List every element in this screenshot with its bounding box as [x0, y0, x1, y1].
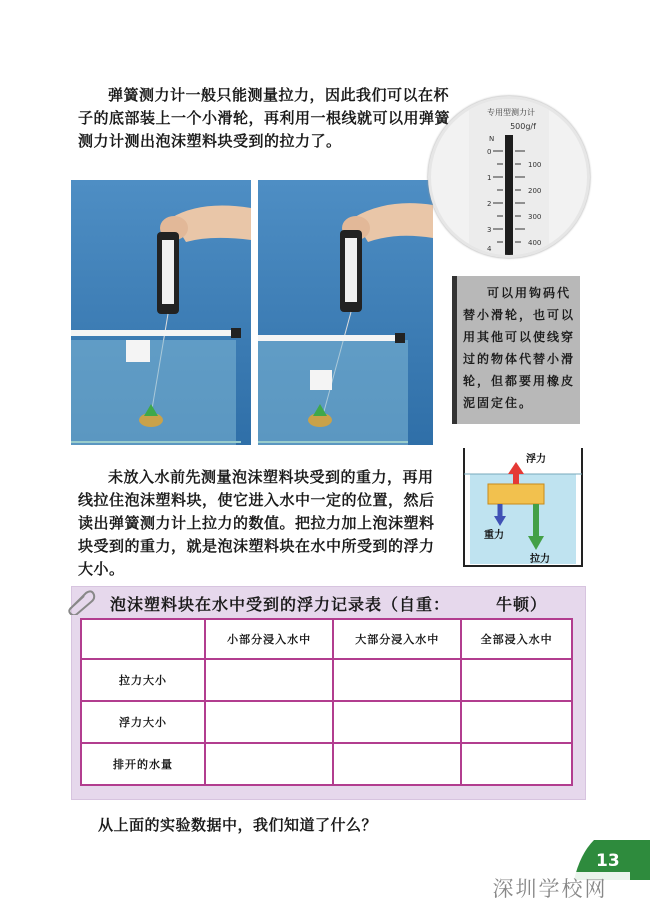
data-cell[interactable]	[461, 659, 572, 701]
scale-tick-left: 3	[487, 226, 492, 234]
record-table	[80, 618, 573, 786]
scale-tick-right: 400	[528, 239, 542, 247]
data-cell[interactable]	[205, 701, 333, 743]
watermark: 深圳学校网	[470, 872, 630, 906]
column-header: 全部浸入水中	[461, 619, 572, 659]
gravity-label: 重力	[484, 530, 504, 541]
scale-tick-right: 100	[528, 161, 542, 169]
spring-scale-zoom	[428, 96, 590, 258]
table-row	[81, 659, 572, 701]
scale-tick-right: 200	[528, 187, 542, 195]
scale-tick-left: 0	[487, 148, 492, 156]
data-cell[interactable]	[333, 701, 461, 743]
record-table-panel	[71, 586, 586, 800]
scale-tick-left: 1	[487, 174, 492, 182]
row-header: 排开的水量	[81, 743, 205, 785]
scale-top-label: 专用型测力计	[487, 108, 535, 117]
data-cell[interactable]	[205, 659, 333, 701]
scale-tick-right: 300	[528, 213, 542, 221]
paperclip-icon	[64, 587, 96, 615]
question-text: 从上面的实验数据中，我们知道了什么？	[98, 816, 378, 834]
page-number: 13	[596, 851, 620, 871]
experiment-photo-before	[71, 180, 251, 445]
data-cell[interactable]	[205, 743, 333, 785]
intro-paragraph: 弹簧测力计一般只能测量拉力，因此我们可以在杯子的底部装上一个小滑轮，再利用一根线就可以用弹簧测力计测出泡沫塑料块受到的拉力了。	[78, 86, 451, 150]
data-cell[interactable]	[461, 743, 572, 785]
row-header: 浮力大小	[81, 701, 205, 743]
table-title: 泡沫塑料块在水中受到的浮力记录表（自重： 牛顿）	[110, 595, 548, 614]
table-row	[81, 743, 572, 785]
force-diagram	[460, 446, 585, 571]
experiment-photo-after	[258, 180, 433, 445]
corner-cell	[81, 619, 205, 659]
column-header: 小部分浸入水中	[205, 619, 333, 659]
pull-label: 拉力	[530, 554, 550, 565]
column-header: 大部分浸入水中	[333, 619, 461, 659]
method-paragraph: 未放入水前先测量泡沫塑料块受到的重力，再用线拉住泡沫塑料块，使它进入水中一定的位置，然后读出弹簧测力计上拉力的数值。把拉力加上泡沫塑料块受到的重力，就是泡沫塑料块在水中所受到的浮力大小。	[78, 468, 435, 578]
data-cell[interactable]	[333, 743, 461, 785]
scale-tick-left: 2	[487, 200, 492, 208]
scale-unit: N	[489, 135, 495, 143]
buoyancy-label: 浮力	[526, 454, 546, 465]
row-header: 拉力大小	[81, 659, 205, 701]
scale-tick-left: 4	[487, 245, 492, 253]
tip-note: 可以用钩码代替小滑轮，也可以用其他可以使线穿过的物体代替小滑轮，但都要用橡皮泥固定住。	[452, 276, 580, 424]
data-cell[interactable]	[333, 659, 461, 701]
data-cell[interactable]	[461, 701, 572, 743]
table-row	[81, 701, 572, 743]
scale-capacity: 500g/f	[510, 122, 536, 131]
